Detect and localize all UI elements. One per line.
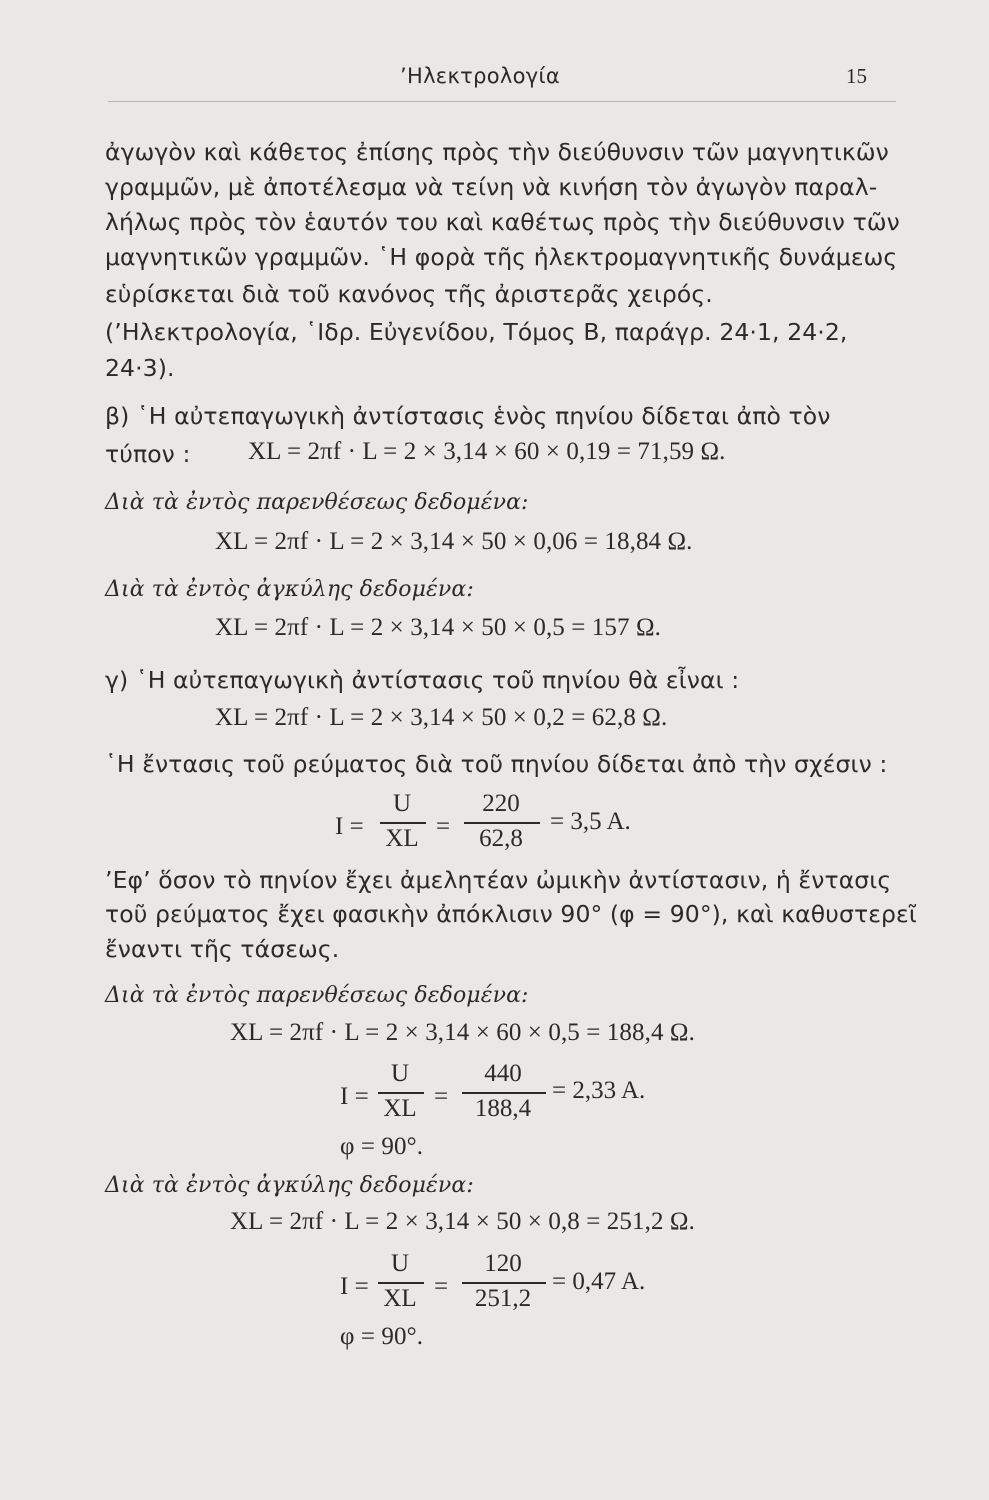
subheading: Διὰ τὰ ἐντὸς παρενθέσεως δεδομένα: bbox=[105, 490, 529, 515]
text-line: ῾Η ἔντασις τοῦ ρεύματος διὰ τοῦ πηνίου δίδεται ἀπὸ τὴν σχέσιν : bbox=[105, 750, 888, 778]
text-line: ἀγωγὸν καὶ κάθετος ἐπίσης πρὸς τὴν διεύθυνσιν τῶν μαγνητικῶν bbox=[105, 138, 889, 166]
header-rule bbox=[108, 101, 896, 102]
formula-xl: XL = 2πf · L = 2 × 3,14 × 50 × 0,06 = 18,84 Ω. bbox=[215, 528, 693, 555]
text-line: (’Ηλεκτρολογία, ῾Ιδρ. Εὐγενίδου, Τόμος Β, παράγρ. 24·1, 24·2, bbox=[105, 318, 848, 346]
book-page: ’Ηλεκτρολογία 15 ἀγωγὸν καὶ κάθετος ἐπίσης πρὸς τὴν διεύθυνσιν τῶν μαγνητικῶν γραμμῶν, μὲ ἀποτέλεσμα νὰ τείνη νὰ κινήση τὸν ἀγωγὸν παραλ- λήλως πρὸς τὸν ἑαυτόν του καὶ καθέτως πρὸς τὴν διεύθυνσιν τῶν μαγνητικῶν γραμμῶν. ῾Η φορὰ τῆς ἠλεκτρομαγνητικῆς δυνάμεως εὑρίσκεται διὰ τοῦ κανόνος τῆς ἀριστερᾶς χειρός. (’Ηλεκτρολογία, ῾Ιδρ. Εὐγενίδου, Τόμος Β, παράγρ. 24·1, 24·2, 24·3). β) ῾Η αὐτεπαγωγικὴ ἀντίστασις ἑνὸς πηνίου δίδεται ἀπὸ τὸν τύπον : XL = 2πf · L = 2 × 3,14 × 60 × 0,19 = 71,59 Ω. Διὰ τὰ ἐντὸς παρενθέσεως δεδομένα: XL = 2πf · L = 2 × 3,14 × 50 × 0,06 = 18,84 Ω. Διὰ τὰ ἐντὸς ἀγκύλης δεδομένα: XL = 2πf · L = 2 × 3,14 × 50 × 0,5 = 157 Ω. γ) ῾Η αὐτεπαγωγικὴ ἀντίστασις τοῦ πηνίου θὰ εἶναι : XL = 2πf · L = 2 × 3,14 × 50 × 0,2 = 62,8 Ω. ῾Η ἔντασις τοῦ ρεύματος διὰ τοῦ πηνίου δίδεται ἀπὸ τὴν σχέσιν : I = U XL = 220 62,8 = 3,5 A. ’Εφ’ ὅσον τὸ πηνίον ἔχει ἀμελητέαν ὠμικὴν ἀντίστασιν, ἡ ἔντασις τοῦ ρεύματος ἔχει φασικὴν ἀπόκλισιν 90° (φ = 90°), καὶ καθυστερεῖ ἔναντι τῆς τάσεως. Διὰ τὰ ἐντὸς παρενθέσεως δεδομένα: XL = 2πf · L = 2 × 3,14 × 60 × 0,5 = 188,4 Ω. I = U XL = 440 188,4 = 2,33 A. φ = 90°. Διὰ τὰ ἐντὸς ἀγκύλης δεδομένα: XL = 2πf · L = 2 × 3,14 × 50 × 0,8 = 251,2 Ω. I = U XL = 120 251,2 = 0,47 A. φ = 90°. bbox=[105, 64, 917, 1350]
text-line: 24·3). bbox=[105, 354, 175, 382]
text-line: γραμμῶν, μὲ ἀποτέλεσμα νὰ τείνη νὰ κινήση τὸν ἀγωγὸν παραλ- bbox=[105, 173, 878, 201]
text-line: ἔναντι τῆς τάσεως. bbox=[105, 935, 340, 963]
formula-xl: XL = 2πf · L = 2 × 3,14 × 60 × 0,19 = 71,59 Ω. bbox=[248, 438, 726, 465]
phase-angle: φ = 90°. bbox=[340, 1323, 424, 1350]
subheading: Διὰ τὰ ἐντὸς ἀγκύλης δεδομένα: bbox=[105, 577, 474, 602]
text-line: τοῦ ρεύματος ἔχει φασικὴν ἀπόκλισιν 90° (φ = 90°), καὶ καθυστερεῖ bbox=[105, 900, 917, 928]
formula-xl: XL = 2πf · L = 2 × 3,14 × 50 × 0,2 = 62,8 Ω. bbox=[215, 704, 668, 731]
text-line: λήλως πρὸς τὸν ἑαυτόν του καὶ καθέτως πρὸς τὴν διεύθυνσιν τῶν bbox=[105, 208, 900, 236]
subheading: Διὰ τὰ ἐντὸς παρενθέσεως δεδομένα: bbox=[105, 983, 529, 1008]
text-line: ’Εφ’ ὅσον τὸ πηνίον ἔχει ἀμελητέαν ὠμικὴν ἀντίστασιν, ἡ ἔντασις bbox=[105, 866, 892, 894]
subheading: Διὰ τὰ ἐντὸς ἀγκύλης δεδομένα: bbox=[105, 1173, 474, 1198]
formula-xl: XL = 2πf · L = 2 × 3,14 × 60 × 0,5 = 188,4 Ω. bbox=[230, 1019, 695, 1046]
running-header-title: ’Ηλεκτρολογία bbox=[400, 64, 560, 88]
text-line: εὑρίσκεται διὰ τοῦ κανόνος τῆς ἀριστερᾶς χειρός. bbox=[105, 280, 713, 308]
formula-xl: XL = 2πf · L = 2 × 3,14 × 50 × 0,8 = 251,2 Ω. bbox=[230, 1208, 695, 1235]
text-line: τύπον : bbox=[105, 440, 191, 468]
page-number: 15 bbox=[846, 64, 867, 88]
text-line: γ) ῾Η αὐτεπαγωγικὴ ἀντίστασις τοῦ πηνίου θὰ εἶναι : bbox=[105, 666, 740, 694]
text-line: β) ῾Η αὐτεπαγωγικὴ ἀντίστασις ἑνὸς πηνίου δίδεται ἀπὸ τὸν bbox=[105, 402, 831, 430]
text-line: μαγνητικῶν γραμμῶν. ῾Η φορὰ τῆς ἠλεκτρομαγνητικῆς δυνάμεως bbox=[105, 243, 898, 271]
formula-xl: XL = 2πf · L = 2 × 3,14 × 50 × 0,5 = 157 Ω. bbox=[215, 614, 661, 641]
phase-angle: φ = 90°. bbox=[340, 1133, 424, 1160]
